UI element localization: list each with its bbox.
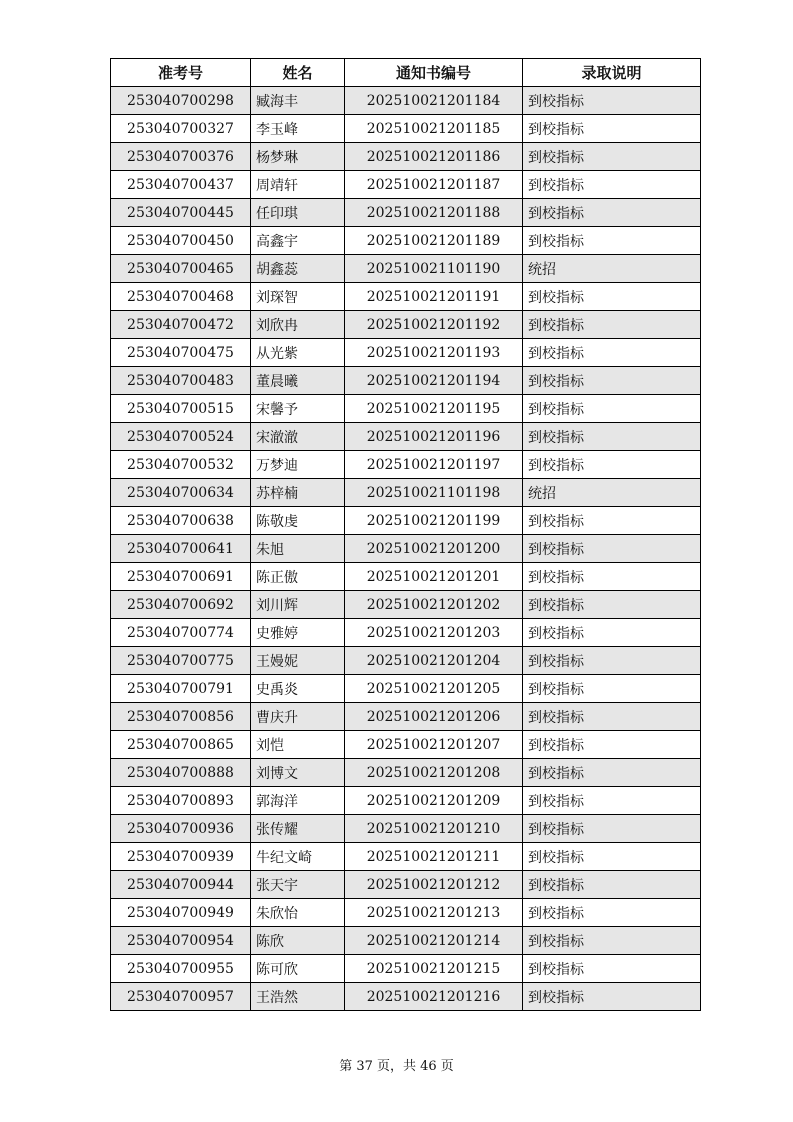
notice-number-cell: 202510021201191 (345, 283, 523, 311)
ticket-number-cell: 253040700532 (111, 451, 251, 479)
ticket-number-cell: 253040700468 (111, 283, 251, 311)
name-cell: 董晨曦 (251, 367, 345, 395)
page-footer: 第 37 页，共 46 页 (339, 1059, 454, 1074)
notice-number-cell: 202510021201211 (345, 843, 523, 871)
notice-number-cell: 202510021201200 (345, 535, 523, 563)
admission-note-cell: 到校指标 (523, 507, 701, 535)
table-row (111, 563, 701, 591)
notice-number-cell: 202510021201194 (345, 367, 523, 395)
table-row (111, 591, 701, 619)
ticket-number-cell: 253040700893 (111, 787, 251, 815)
table-row (111, 983, 701, 1011)
notice-number-cell: 202510021201215 (345, 955, 523, 983)
ticket-number-cell: 253040700955 (111, 955, 251, 983)
admission-note-cell: 到校指标 (523, 115, 701, 143)
table-row (111, 283, 701, 311)
ticket-number-cell: 253040700944 (111, 871, 251, 899)
name-cell: 周靖轩 (251, 171, 345, 199)
ticket-number-cell: 253040700638 (111, 507, 251, 535)
name-cell: 曹庆升 (251, 703, 345, 731)
notice-number-cell: 202510021201212 (345, 871, 523, 899)
notice-number-cell: 202510021101198 (345, 479, 523, 507)
table-body (111, 87, 701, 1011)
admission-note-cell: 到校指标 (523, 535, 701, 563)
admission-note-cell: 到校指标 (523, 171, 701, 199)
ticket-number-cell: 253040700450 (111, 227, 251, 255)
name-cell: 牛纪文崎 (251, 843, 345, 871)
ticket-number-cell: 253040700327 (111, 115, 251, 143)
ticket-number-cell: 253040700949 (111, 899, 251, 927)
table-row (111, 87, 701, 115)
notice-number-cell: 202510021201202 (345, 591, 523, 619)
ticket-number-cell: 253040700376 (111, 143, 251, 171)
name-cell: 刘欣冉 (251, 311, 345, 339)
admission-note-cell: 到校指标 (523, 927, 701, 955)
ticket-number-cell: 253040700298 (111, 87, 251, 115)
name-cell: 张传耀 (251, 815, 345, 843)
table-row (111, 115, 701, 143)
admission-note-cell: 到校指标 (523, 339, 701, 367)
name-cell: 陈敬虔 (251, 507, 345, 535)
admission-note-cell: 到校指标 (523, 843, 701, 871)
ticket-number-cell: 253040700472 (111, 311, 251, 339)
admission-note-cell: 到校指标 (523, 647, 701, 675)
name-cell: 胡鑫蕊 (251, 255, 345, 283)
admission-note-cell: 到校指标 (523, 563, 701, 591)
admission-note-cell: 到校指标 (523, 731, 701, 759)
table-row (111, 479, 701, 507)
table-row (111, 871, 701, 899)
name-cell: 刘博文 (251, 759, 345, 787)
name-cell: 苏梓楠 (251, 479, 345, 507)
admission-note-cell: 到校指标 (523, 395, 701, 423)
name-cell: 陈欣 (251, 927, 345, 955)
ticket-number-cell: 253040700888 (111, 759, 251, 787)
admission-note-cell: 到校指标 (523, 591, 701, 619)
name-cell: 刘琛智 (251, 283, 345, 311)
notice-number-cell: 202510021201201 (345, 563, 523, 591)
notice-number-cell: 202510021201204 (345, 647, 523, 675)
admission-note-cell: 到校指标 (523, 703, 701, 731)
notice-number-cell: 202510021201205 (345, 675, 523, 703)
ticket-number-cell: 253040700936 (111, 815, 251, 843)
ticket-number-cell: 253040700437 (111, 171, 251, 199)
admission-note-cell: 到校指标 (523, 143, 701, 171)
notice-number-cell: 202510021201185 (345, 115, 523, 143)
table-row (111, 227, 701, 255)
admission-note-cell: 到校指标 (523, 451, 701, 479)
notice-number-cell: 202510021201199 (345, 507, 523, 535)
ticket-number-cell: 253040700957 (111, 983, 251, 1011)
table-row (111, 395, 701, 423)
name-cell: 史禹炎 (251, 675, 345, 703)
table-row (111, 675, 701, 703)
ticket-number-cell: 253040700954 (111, 927, 251, 955)
ticket-number-cell: 253040700465 (111, 255, 251, 283)
name-cell: 朱欣怡 (251, 899, 345, 927)
name-cell: 李玉峰 (251, 115, 345, 143)
table-row (111, 759, 701, 787)
ticket-number-cell: 253040700445 (111, 199, 251, 227)
name-cell: 从光紫 (251, 339, 345, 367)
name-cell: 王浩然 (251, 983, 345, 1011)
admission-note-cell: 到校指标 (523, 367, 701, 395)
notice-number-cell: 202510021201186 (345, 143, 523, 171)
ticket-number-cell: 253040700775 (111, 647, 251, 675)
table-row (111, 955, 701, 983)
ticket-number-cell: 253040700856 (111, 703, 251, 731)
table-row (111, 703, 701, 731)
admission-note-cell: 到校指标 (523, 619, 701, 647)
ticket-number-cell: 253040700774 (111, 619, 251, 647)
name-cell: 王嫚妮 (251, 647, 345, 675)
column-header-admission-note: 录取说明 (523, 59, 701, 87)
name-cell: 任印琪 (251, 199, 345, 227)
ticket-number-cell: 253040700524 (111, 423, 251, 451)
admission-note-cell: 统招 (523, 255, 701, 283)
ticket-number-cell: 253040700483 (111, 367, 251, 395)
table-row (111, 143, 701, 171)
table-row (111, 927, 701, 955)
admission-note-cell: 到校指标 (523, 899, 701, 927)
ticket-number-cell: 253040700634 (111, 479, 251, 507)
name-cell: 宋馨予 (251, 395, 345, 423)
name-cell: 郭海洋 (251, 787, 345, 815)
table-row (111, 731, 701, 759)
table-row (111, 507, 701, 535)
table-row (111, 339, 701, 367)
notice-number-cell: 202510021201209 (345, 787, 523, 815)
name-cell: 陈可欣 (251, 955, 345, 983)
notice-number-cell: 202510021201210 (345, 815, 523, 843)
name-cell: 史雅婷 (251, 619, 345, 647)
table-row (111, 255, 701, 283)
table-row (111, 787, 701, 815)
admission-note-cell: 到校指标 (523, 759, 701, 787)
ticket-number-cell: 253040700515 (111, 395, 251, 423)
ticket-number-cell: 253040700692 (111, 591, 251, 619)
notice-number-cell: 202510021201216 (345, 983, 523, 1011)
table-row (111, 815, 701, 843)
name-cell: 朱旭 (251, 535, 345, 563)
ticket-number-cell: 253040700939 (111, 843, 251, 871)
table-row (111, 423, 701, 451)
admission-note-cell: 到校指标 (523, 227, 701, 255)
admission-note-cell: 到校指标 (523, 675, 701, 703)
table-row (111, 843, 701, 871)
name-cell: 宋澈澈 (251, 423, 345, 451)
notice-number-cell: 202510021201193 (345, 339, 523, 367)
notice-number-cell: 202510021201195 (345, 395, 523, 423)
notice-number-cell: 202510021201188 (345, 199, 523, 227)
notice-number-cell: 202510021201184 (345, 87, 523, 115)
table-row (111, 199, 701, 227)
column-header-notice-number: 通知书编号 (345, 59, 523, 87)
ticket-number-cell: 253040700691 (111, 563, 251, 591)
notice-number-cell: 202510021201189 (345, 227, 523, 255)
ticket-number-cell: 253040700865 (111, 731, 251, 759)
notice-number-cell: 202510021201214 (345, 927, 523, 955)
ticket-number-cell: 253040700791 (111, 675, 251, 703)
ticket-number-cell: 253040700475 (111, 339, 251, 367)
name-cell: 张天宇 (251, 871, 345, 899)
table-row (111, 535, 701, 563)
table-row (111, 451, 701, 479)
admission-note-cell: 到校指标 (523, 815, 701, 843)
name-cell: 臧海丰 (251, 87, 345, 115)
column-header-name: 姓名 (251, 59, 345, 87)
admission-note-cell: 到校指标 (523, 955, 701, 983)
notice-number-cell: 202510021201187 (345, 171, 523, 199)
table-row (111, 367, 701, 395)
name-cell: 万梦迪 (251, 451, 345, 479)
admission-note-cell: 到校指标 (523, 423, 701, 451)
notice-number-cell: 202510021201192 (345, 311, 523, 339)
notice-number-cell: 202510021201208 (345, 759, 523, 787)
name-cell: 刘川辉 (251, 591, 345, 619)
name-cell: 杨梦琳 (251, 143, 345, 171)
notice-number-cell: 202510021201197 (345, 451, 523, 479)
name-cell: 高鑫宇 (251, 227, 345, 255)
admission-note-cell: 统招 (523, 479, 701, 507)
admission-note-cell: 到校指标 (523, 871, 701, 899)
admission-note-cell: 到校指标 (523, 787, 701, 815)
notice-number-cell: 202510021201206 (345, 703, 523, 731)
notice-number-cell: 202510021201203 (345, 619, 523, 647)
notice-number-cell: 202510021201196 (345, 423, 523, 451)
admission-note-cell: 到校指标 (523, 983, 701, 1011)
table-row (111, 899, 701, 927)
table-row (111, 619, 701, 647)
admission-note-cell: 到校指标 (523, 311, 701, 339)
notice-number-cell: 202510021201207 (345, 731, 523, 759)
column-header-ticket-number: 准考号 (111, 59, 251, 87)
ticket-number-cell: 253040700641 (111, 535, 251, 563)
table-row (111, 311, 701, 339)
name-cell: 陈正傲 (251, 563, 345, 591)
admission-note-cell: 到校指标 (523, 199, 701, 227)
table-row (111, 647, 701, 675)
notice-number-cell: 202510021101190 (345, 255, 523, 283)
admission-note-cell: 到校指标 (523, 87, 701, 115)
table-header-row (111, 59, 701, 87)
name-cell: 刘恺 (251, 731, 345, 759)
notice-number-cell: 202510021201213 (345, 899, 523, 927)
table-row (111, 171, 701, 199)
admission-table (110, 58, 701, 1011)
admission-note-cell: 到校指标 (523, 283, 701, 311)
